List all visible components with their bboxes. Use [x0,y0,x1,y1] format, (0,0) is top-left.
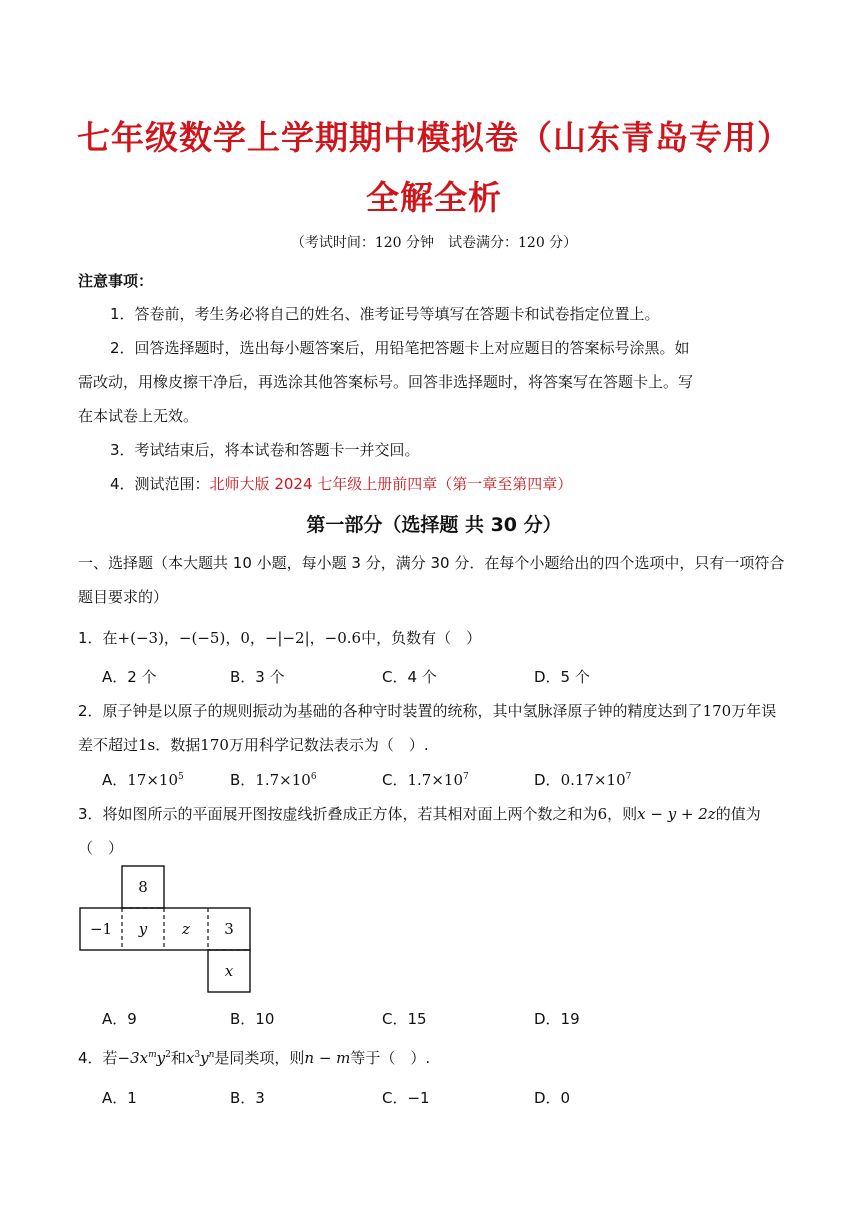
q2-option-d-mantissa: 0.17×10 [560,771,626,789]
q2-option-c-exp: 7 [463,772,469,782]
note-1: 1．答卷前，考生务必将自己的姓名、准考证号等填写在答题卡和试卷指定位置上。 [110,305,660,323]
net-label-top: 8 [138,878,148,896]
q4-term2-exp-3: 3 [194,1050,201,1060]
q4-text-and: 和 [170,1049,186,1067]
net-label-y: y [138,920,148,938]
note-4-prefix: 4．测试范围： [110,475,210,493]
q2-option-a-mantissa: 17×10 [127,771,179,789]
q2-option-b-mantissa: 1.7×10 [255,771,311,789]
test-scope: 北师大版 2024 七年级上册前四章（第一章至第四章） [209,475,573,493]
cube-net-figure [78,864,254,996]
q4-term1-exp-m: m [148,1050,157,1060]
part1-instructions-a: 一、选择题（本大题共 10 小题，每小题 3 分，满分 30 分．在每个小题给出的四个选项中，只有一项符合 [78,554,785,572]
note-2b: 需改动，用橡皮擦干净后，再选涂其他答案标号。回答非选择题时，将答案写在答题卡上。写 [78,373,694,391]
q3-text-c: 的值为 [715,805,761,823]
q2-stem-line1 [78,700,776,721]
q3-option-c[interactable]: C．15 [382,1010,427,1028]
net-label-left: −1 [89,920,113,938]
q4-text-a: 4．若 [78,1049,118,1067]
page-title: 七年级数学上学期期中模拟卷（山东青岛专用） [77,118,791,157]
note-2c: 在本试卷上无效。 [78,407,199,425]
q4-term2-exp-n: n [208,1050,215,1060]
q3-stem-line2: （ ） [78,839,124,857]
q3-expression: x − y + 2z [637,805,716,823]
page-subtitle: 全解全析 [366,178,502,217]
q4-expression: n − m [304,1049,351,1067]
q3-stem-line1 [78,803,761,824]
q4-option-a[interactable]: A．1 [102,1089,137,1107]
q4-term2: x [185,1049,195,1067]
q2-text-c: 差不超过 [78,736,139,754]
q2-option-c-label: C． [382,771,408,789]
q2-option-d-label: D． [534,771,561,789]
q3-option-b[interactable]: B．10 [230,1010,275,1028]
q4-term2-y: y [200,1049,209,1067]
part1-instructions-b: 题目要求的） [78,588,169,606]
q2-option-b[interactable] [230,769,317,790]
q2-option-c-mantissa: 1.7×10 [407,771,463,789]
q2-unit: 1s [138,736,156,754]
q4-text-c: 等于（ ）. [350,1049,431,1067]
q3-text-a: 3．将如图所示的平面展开图按虚线折叠成正方体，若其相对面上两个数之和为 [78,805,598,823]
q4-option-d[interactable]: D．0 [534,1089,571,1107]
q2-text-b: 万年误 [731,702,777,720]
q4-option-c[interactable]: C．−1 [382,1089,430,1107]
part1-heading: 第一部分（选择题 共 30 分） [306,514,562,536]
q2-option-b-exp: 6 [310,772,317,782]
note-4 [110,473,572,494]
q2-option-c[interactable] [382,769,469,790]
notes-heading: 注意事项： [78,272,154,290]
q2-number-2: 170 [200,736,229,754]
net-label-right: 3 [224,920,234,938]
q3-option-a[interactable]: A．9 [102,1010,137,1028]
q4-term1-exp-2: 2 [165,1050,171,1060]
q3-option-d[interactable]: D．19 [534,1010,580,1028]
note-3: 3．考试结束后，将本试卷和答题卡一并交回。 [110,441,420,459]
q3-sum: 6 [597,805,608,823]
q2-option-a-label: A． [102,771,128,789]
q1-stem [78,627,481,648]
q1-option-a[interactable]: A．2 个 [102,668,157,686]
q2-text-d: ．数据 [155,736,201,754]
q4-option-b[interactable]: B．3 [230,1089,265,1107]
q1-option-c[interactable]: C．4 个 [382,668,437,686]
net-label-z: z [182,920,190,938]
q2-option-d-exp: 7 [625,772,632,782]
net-label-bottom: x [224,962,234,980]
q2-number: 170 [702,702,732,720]
q1-option-b[interactable]: B．3 个 [230,668,285,686]
q2-text-e: 万用科学记数法表示为（ ）. [228,736,429,754]
q2-text-a: 2．原子钟是以原子的规则振动为基础的各种守时装置的统称，其中氢脉泽原子钟的精度达到了 [78,702,703,720]
q4-term1-y: y [156,1049,166,1067]
q2-option-a-exp: 5 [178,772,184,782]
q4-stem [78,1047,430,1068]
q2-stem-line2 [78,734,429,755]
q1-option-d[interactable]: D．5 个 [534,668,590,686]
exam-info: （考试时间：120 分钟 试卷满分：120 分） [290,235,578,251]
q1-expression: +(−3)，−(−5)，0，−|−2|，−0.6 [117,629,362,647]
q1-text-b: 中，负数有（ ） [361,629,482,647]
q4-text-b: 是同类项，则 [214,1049,305,1067]
q4-term1: −3x [117,1049,149,1067]
q2-option-d[interactable] [534,769,631,790]
q3-text-b: ，则 [607,805,638,823]
note-2a: 2．回答选择题时，选出每小题答案后，用铅笔把答题卡上对应题目的答案标号涂黑。如 [110,339,690,357]
q2-option-b-label: B． [230,771,256,789]
q2-option-a[interactable] [102,769,184,790]
q1-text-a: 1．在 [78,629,118,647]
